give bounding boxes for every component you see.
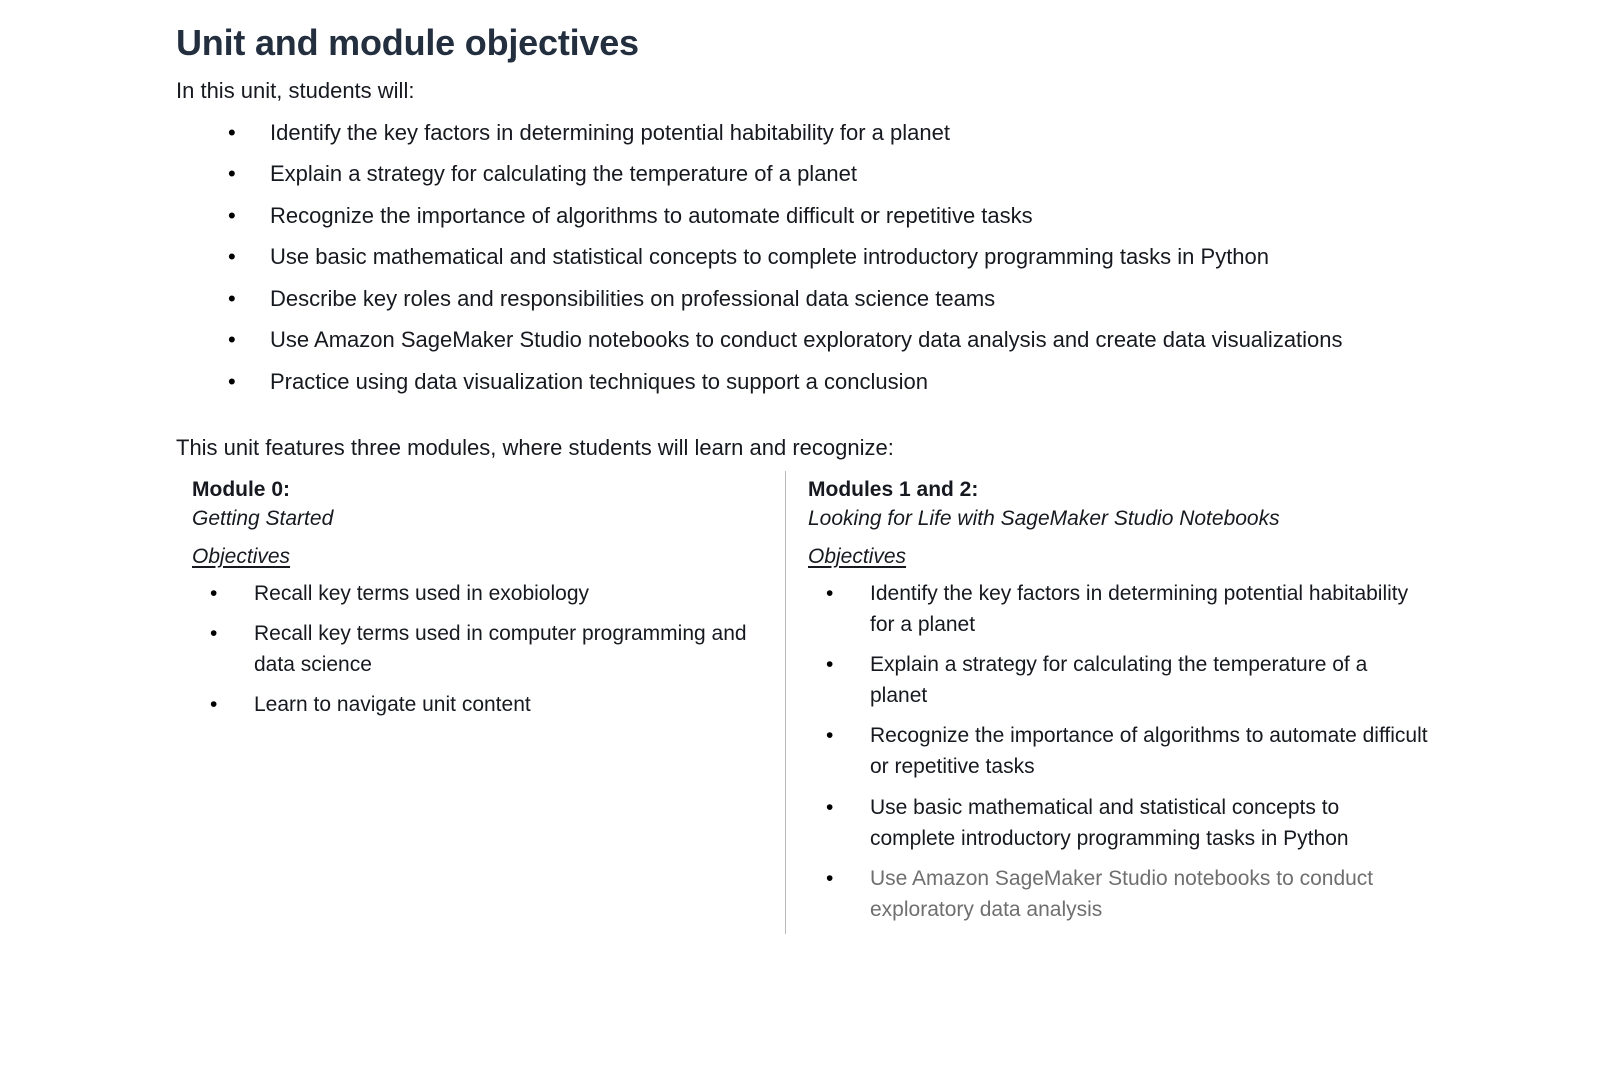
- list-item-text: Recall key terms used in computer programming and data science: [254, 622, 747, 677]
- modules-two-column-table: [176, 471, 1441, 934]
- objectives-label-text: Objectives: [808, 545, 907, 569]
- section-spacer: [176, 406, 1476, 434]
- modules-intro-text: This unit features three modules, where students will learn and recognize:: [176, 435, 894, 461]
- module-column-0-heading: Module 0:: [192, 477, 290, 501]
- bullet-icon: •: [228, 327, 236, 353]
- list-item: [808, 649, 1429, 711]
- list-item: [192, 689, 773, 720]
- unit-intro-text: In this unit, students will:: [176, 78, 415, 104]
- bullet-icon: •: [228, 119, 236, 145]
- list-item: [808, 720, 1429, 782]
- bullet-icon: •: [826, 724, 834, 748]
- list-item-text: Describe key roles and responsibilities on professional data science teams: [270, 285, 996, 311]
- module-column-0-objectives-list: [192, 578, 773, 720]
- list-item-text: Recognize the importance of algorithms to automate difficult or repetitive tasks: [870, 724, 1428, 779]
- objectives-label-text: Objectives: [192, 545, 291, 569]
- list-item: [808, 578, 1429, 640]
- bullet-icon: •: [826, 653, 834, 677]
- list-item: [176, 323, 1476, 356]
- bullet-icon: •: [228, 244, 236, 270]
- list-item: [176, 116, 1476, 149]
- list-item-text: Recognize the importance of algorithms to automate difficult or repetitive tasks: [270, 202, 1033, 228]
- bullet-icon: •: [228, 368, 236, 394]
- list-item: [192, 578, 773, 609]
- module-column-0: [176, 471, 785, 934]
- bullet-icon: •: [210, 622, 218, 646]
- list-item: [176, 365, 1476, 398]
- list-item-text: Learn to navigate unit content: [254, 693, 531, 717]
- bullet-icon: •: [228, 202, 236, 228]
- bullet-icon: •: [228, 285, 236, 311]
- module-column-1-objectives-list: [808, 578, 1429, 925]
- list-item: [176, 157, 1476, 190]
- bullet-icon: •: [826, 582, 834, 606]
- unit-objectives-list: [176, 116, 1476, 398]
- list-item-text: Identify the key factors in determining potential habitability for a planet: [870, 582, 1409, 637]
- module-column-1-heading: Modules 1 and 2:: [808, 477, 979, 501]
- bullet-icon: •: [210, 582, 218, 606]
- list-item-text: Recall key terms used in exobiology: [254, 582, 589, 606]
- list-item-text: Use basic mathematical and statistical concepts to complete introductory programming tasks in Python: [270, 244, 1270, 270]
- bullet-icon: •: [228, 161, 236, 187]
- bullet-icon: •: [826, 866, 834, 890]
- module-column-0-objectives-label: [192, 542, 773, 572]
- list-item-text: Explain a strategy for calculating the temperature of a planet: [870, 653, 1368, 708]
- list-item: [176, 199, 1476, 232]
- list-item-text: Use Amazon SageMaker Studio notebooks to conduct exploratory data analysis: [870, 866, 1374, 921]
- page-title: Unit and module objectives: [176, 22, 639, 63]
- module-column-1-subtitle: Looking for Life with SageMaker Studio Notebooks: [808, 507, 1280, 531]
- bullet-icon: •: [826, 795, 834, 819]
- list-item-text: Use basic mathematical and statistical concepts to complete introductory programming tasks in Python: [870, 795, 1349, 850]
- list-item-text: Practice using data visualization techniques to support a conclusion: [270, 368, 928, 394]
- list-item: [176, 240, 1476, 273]
- list-item-text: Use Amazon SageMaker Studio notebooks to conduct exploratory data analysis and create data visualizations: [270, 327, 1343, 353]
- list-item: [176, 282, 1476, 315]
- list-item: [192, 618, 773, 680]
- bullet-icon: •: [210, 693, 218, 717]
- module-column-1-objectives-label: [808, 542, 1429, 572]
- list-item: [808, 863, 1429, 925]
- module-column-1: [785, 471, 1441, 934]
- list-item-text: Explain a strategy for calculating the temperature of a planet: [270, 161, 858, 187]
- list-item: [808, 792, 1429, 854]
- module-column-0-subtitle: Getting Started: [192, 507, 334, 531]
- list-item-text: Identify the key factors in determining potential habitability for a planet: [270, 119, 950, 145]
- document-content: [176, 22, 1476, 934]
